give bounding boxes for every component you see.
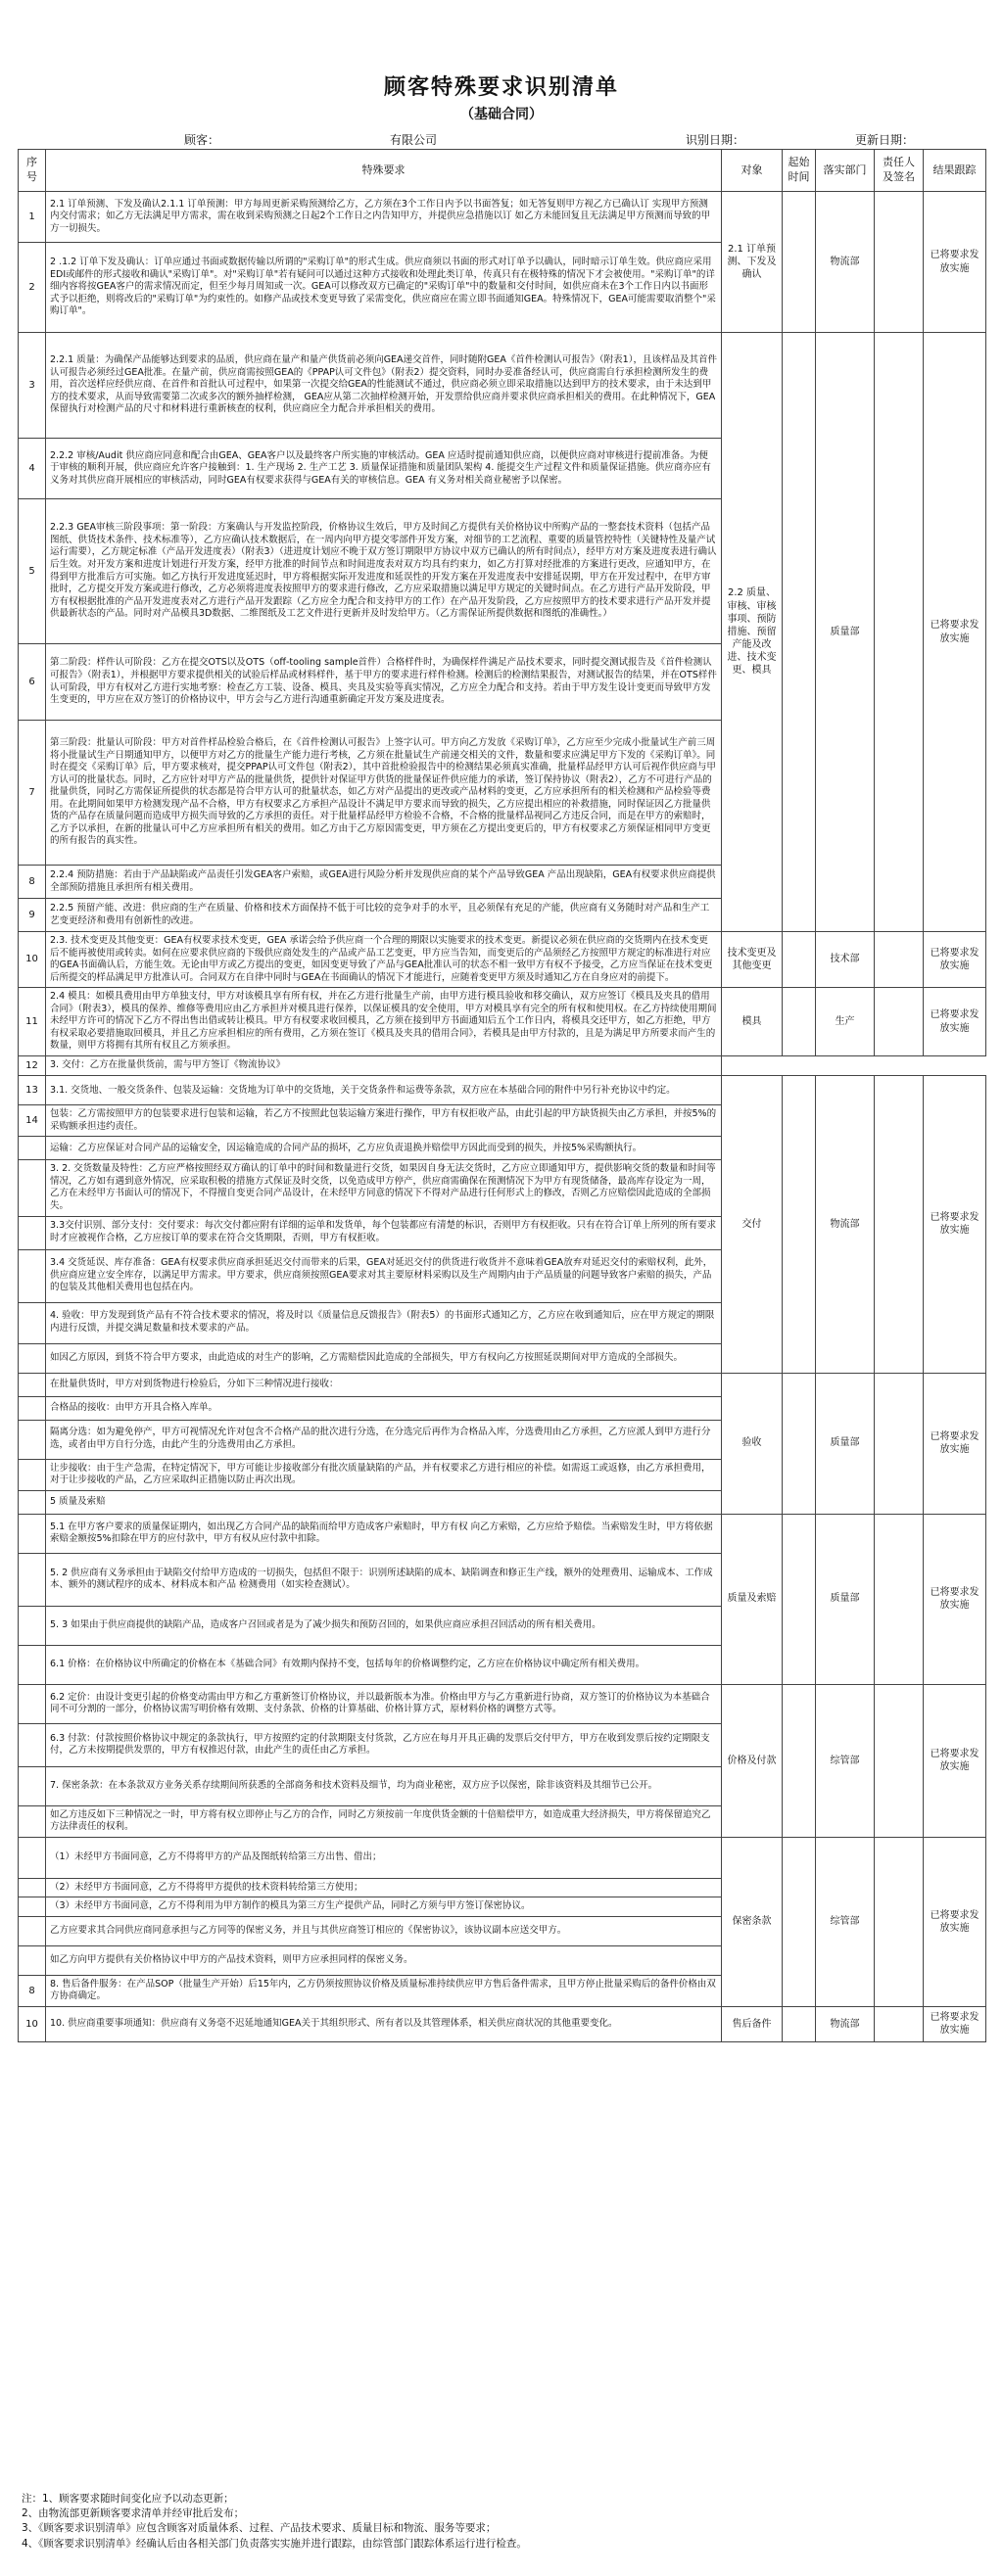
object-cell: 交付 — [722, 1076, 783, 1373]
header-owner: 责任人及签名 — [875, 150, 924, 192]
table-header-row — [19, 150, 986, 192]
table-row — [19, 932, 986, 988]
requirement-text: （2）未经甲方书面同意，乙方不得将甲方提供的技术资料转给第三方使用； — [46, 1878, 722, 1897]
tracking-cell: 已将要求发放实施 — [924, 1684, 986, 1837]
start-time-cell — [783, 333, 816, 932]
requirements-table — [18, 149, 986, 2042]
row-number: 9 — [19, 899, 46, 932]
owner-cell — [875, 1837, 924, 2006]
object-cell: 价格及付款 — [722, 1684, 783, 1837]
tracking-cell: 已将要求发放实施 — [924, 1076, 986, 1373]
department-cell: 物流部 — [816, 1076, 875, 1373]
header-no: 序号 — [19, 150, 46, 192]
row-number — [19, 1945, 46, 1975]
department-cell: 技术部 — [816, 932, 875, 988]
department-cell: 物流部 — [816, 2006, 875, 2041]
notes — [22, 2492, 981, 2552]
requirement-text: 在批量供货时，甲方对到货物进行检验后，分如下三种情况进行接收： — [46, 1373, 722, 1396]
requirement-text: 2.2.1 质量：为确保产品能够达到要求的品质，供应商在量产和量产供货前必须向GEA递交首件，同时随附GEA《首件检测认可报告》（附表1），且该样品及其首件认可报告必须经过GEA批准。在量产前，供应商需按照GEA的《PPAP认可文件包》（附表2）提交资料，同时办妥准备经认可，供应商需自行承担检测所发生的费用，首次送样应经供应商、在首件和首批认可过程中，如果第一次提交给GEA的性能测试不通过，供应商必须立即采取措施以达到甲方的技术要求，由于未达到甲方的技术要求，从而导致需要第二次或多次的额外抽样检测， GEA应从第二次抽样检测开始，开发票给供应商并要求供应商承担相关的费用。在此种情况下，GEA保留执行对检测产品的尺寸和材料进行重新核查的权利，供应商应全力配合并承担相关的费用。 — [46, 333, 722, 439]
row-number — [19, 1459, 46, 1490]
requirement-text: 运输：乙方应保证对合同产品的运输安全，因运输造成的合同产品的损坏，乙方应负责退换并赔偿甲方因此而受到的损失，并按5%采购额执行。 — [46, 1137, 722, 1160]
requirement-text: 隔离分选：如为避免停产，甲方可视情况允许对包含不合格产品的批次进行分选，在分选完后再作为合格品入库，分选费用由乙方承担，乙方应派人到甲方进行分选，或者由甲方自行分选，由此产生的分选费用由乙方承担。 — [46, 1420, 722, 1459]
requirement-text: 7. 保密条款：在本条款双方业务关系存续期间所获悉的全部商务和技术资料及细节，均为商业秘密，双方应予以保密，除非该资料及其细节已公开。 — [46, 1766, 722, 1805]
owner-cell — [875, 988, 924, 1056]
row-number — [19, 1766, 46, 1805]
customer-label: 顾客： — [184, 133, 220, 147]
tracking-cell: 已将要求发放实施 — [924, 1837, 986, 2006]
requirement-text: 2.4 模具：如模具费用由甲方单独支付，甲方对该模具享有所有权，并在乙方进行批量生产前，由甲方进行模具验收和移交确认，双方应签订《模具及夹具的借用合同》（附表3），模具的保养、维修等费用应由乙方承担并对模具进行保养，以保证模具的安全使用，甲方对模具享有完全的所有权和使用权。在乙方持续使用期间未经甲方许可的情况下乙方不得出售出借或转让模具。甲方有权要求收回模具，乙方须在接到甲方书面通知后五个工作日内，将模具交还甲方，如乙方拒绝，甲方有权采取必要措施取回模具，并且乙方应承担相应的所有费用，乙方须在签订《模具及夹具的借用合同》，若模具是由甲方付款的，且是为满足甲方所要求而产生的数量，则甲方将拥有其所有权且乙方须承担。 — [46, 988, 722, 1056]
requirement-text: （3）未经甲方书面同意，乙方不得利用为甲方制作的模具为第三方生产提供产品，同时乙方须与甲方签订保密协议。 — [46, 1897, 722, 1917]
requirement-text: （1）未经甲方书面同意，乙方不得将甲方的产品及图纸转给第三方出售、借出； — [46, 1837, 722, 1878]
tracking-cell: 已将要求发放实施 — [924, 988, 986, 1056]
requirement-text: 4. 验收：甲方发现到货产品有不符合技术要求的情况，将及时以《质量信息反馈报告》（附表5）的书面形式通知乙方，乙方应在收到通知后，应在甲方规定的期限内进行反馈，并提交满足数量和技术要求的产品。 — [46, 1302, 722, 1343]
table-row — [19, 2006, 986, 2041]
start-time-cell — [783, 1684, 816, 1837]
requirement-text: 2.2.4 预防措施：若由于产品缺陷或产品责任引发GEA客户索赔，或GEA进行风险分析并发现供应商的某个产品导致GEA 产品出现缺陷，GEA有权要求供应商提供全部预防措施且承担所有相关费用。 — [46, 866, 722, 899]
requirement-text: 3.4 交货延误、库存准备：GEA有权要求供应商承担延迟交付而带来的后果，GEA对延迟交付的供货进行收货并不意味着GEA放弃对延迟交付的索赔权利，此外，供应商应建立安全库存，以满足甲方需求。甲方要求，供应商须按照GEA要求对其主要原材料采购以及生产周期内由于产品质量的问题导致客户索赔的损失，产品的包装及其他相关费用也包括在内。 — [46, 1249, 722, 1302]
requirement-text: 5.1 在甲方客户要求的质量保证期内，如出现乙方合同产品的缺陷而给甲方造成客户索赔时，甲方有权 向乙方索赔，乙方应给予赔偿。当索赔发生时，甲方将依据索赔金额按5%扣除在甲方的应付款中，甲方有权从应付款中扣除。 — [46, 1514, 722, 1553]
requirement-text: 8. 售后备件服务：在产品SOP（批量生产开始）后15年内，乙方仍须按照协议价格及质量标准持续供应甲方售后备件需求，且甲方停止批量采购后的备件价格由双方协商确定。 — [46, 1975, 722, 2006]
identify-date-label: 识别日期： — [686, 133, 745, 147]
row-number — [19, 1302, 46, 1343]
row-number: 12 — [19, 1056, 46, 1076]
note-line: 3、《顾客要求识别清单》应包含顾客对质量体系、过程、产品技术要求、质量目标和物流、服务等要求； — [22, 2522, 497, 2535]
owner-cell — [875, 1684, 924, 1837]
requirement-text: 让步接收：由于生产急需，在特定情况下，甲方可能让步接收部分有批次质量缺陷的产品，并有权要求乙方进行相应的补偿。如需返工或返修，由乙方承担费用，对于让步接收的产品，乙方应采取纠正措施以防止再次出现。 — [46, 1459, 722, 1490]
tracking-cell: 已将要求发放实施 — [924, 932, 986, 988]
document-meta — [0, 131, 1003, 151]
row-number: 7 — [19, 721, 46, 866]
owner-cell — [875, 333, 924, 932]
row-number — [19, 1606, 46, 1645]
table-row — [19, 192, 986, 243]
note-line: 4、《顾客要求识别清单》经确认后由各相关部门负责落实实施并进行跟踪，由综管部门跟踪体系运行进行检查。 — [22, 2537, 527, 2550]
start-time-cell — [783, 192, 816, 333]
row-number: 10 — [19, 2006, 46, 2041]
department-cell: 生产 — [816, 988, 875, 1056]
department-cell: 质量部 — [816, 1373, 875, 1514]
table-row — [19, 1837, 986, 1878]
object-cell: 模具 — [722, 988, 783, 1056]
requirement-text: 乙方应要求其合同供应商同意承担与乙方同等的保密义务，并且与其供应商签订相应的《保密协议》，该协议副本应送交甲方。 — [46, 1916, 722, 1945]
header-department: 落实部门 — [816, 150, 875, 192]
table-row — [19, 1373, 986, 1396]
row-number: 14 — [19, 1105, 46, 1137]
table-row — [19, 1076, 986, 1105]
row-number — [19, 1373, 46, 1396]
owner-cell — [875, 1514, 924, 1684]
row-number — [19, 1837, 46, 1878]
header-object: 对象 — [722, 150, 783, 192]
requirement-text: 2.2.5 预留产能、改进：供应商的生产在质量、价格和技术方面保持不低于可比较的竞争对手的水平，且必须保有充足的产能，供应商有义务随时对产品和生产工艺变更经济和费用有创新性的改进。 — [46, 899, 722, 932]
row-number: 1 — [19, 192, 46, 243]
object-cell: 2.1 订单预测、下发及确认 — [722, 192, 783, 333]
department-cell: 综管部 — [816, 1684, 875, 1837]
requirement-text: 2.1 订单预测、下发及确认2.1.1 订单预测：甲方每周更新采购预测给乙方，乙方须在3个工作日内予以书面答复；如无答复则甲方视乙方已确认订 实现甲方预测内交付需求；如乙方无法满足甲方需求，需在收到采购预测之日起2个工作日之内告知甲方，并提供应急措施以订 如乙方未能回复且无法满足甲方预测而导致的甲方一切损失。 — [46, 192, 722, 243]
row-number — [19, 1878, 46, 1897]
row-number — [19, 1805, 46, 1837]
requirement-text: 2.2.2 审核/Audit 供应商应同意和配合由GEA、GEA客户以及最终客户所实施的审核活动。GEA 应适时提前通知供应商，以便供应商对审核进行提前准备。为便于审核的顺利开展，供应商应允许客户接触到：1. 生产现场 2. 生产工艺 3. 质量保证措施和质量团队架构 4. 能提交生产过程文件和质量保证措施。供应商亦应有义务对其供应商开展相应的审核活动，同时GEA有权要求获得与GEA有关的审核信息。GEA 有义务对相关商业秘密予以保密。 — [46, 439, 722, 499]
table-row — [19, 1514, 986, 1553]
start-time-cell — [783, 1837, 816, 2006]
row-number: 13 — [19, 1076, 46, 1105]
customer-value: 有限公司 — [390, 133, 438, 147]
tracking-cell: 已将要求发放实施 — [924, 1514, 986, 1684]
note-line: 注：1、顾客要求随时间变化应予以动态更新； — [22, 2493, 234, 2505]
header-start-time: 起始时间 — [783, 150, 816, 192]
table-row — [19, 1684, 986, 1723]
requirement-text: 5 质量及索赔 — [46, 1490, 722, 1514]
requirement-text: 6.3 付款：付款按照价格协议中规定的条款执行，甲方按照约定的付款期限支付货款，乙方应在每月开具正确的发票后交付甲方，甲方在收到发票后按约定期限支付，乙方未按期提供发票的，甲方有权推迟付款，由此产生的责任由乙方承担。 — [46, 1723, 722, 1766]
start-time-cell — [783, 2006, 816, 2041]
start-time-cell — [783, 1076, 816, 1373]
requirement-text: 合格品的接收：由甲方开具合格入库单。 — [46, 1396, 722, 1420]
row-number: 10 — [19, 932, 46, 988]
start-time-cell — [783, 1514, 816, 1684]
department-cell: 质量部 — [816, 1514, 875, 1684]
tracking-cell: 已将要求发放实施 — [924, 192, 986, 333]
row-number — [19, 1684, 46, 1723]
row-number — [19, 1553, 46, 1606]
row-number — [19, 1723, 46, 1766]
object-cell: 验收 — [722, 1373, 783, 1514]
department-cell: 质量部 — [816, 333, 875, 932]
row-number — [19, 1897, 46, 1917]
row-number — [19, 1916, 46, 1945]
table-row — [19, 988, 986, 1056]
object-cell: 质量及索赔 — [722, 1514, 783, 1684]
row-number — [19, 1137, 46, 1160]
row-number — [19, 1343, 46, 1373]
header-requirement: 特殊要求 — [46, 150, 722, 192]
requirement-text: 10. 供应商重要事项通知：供应商有义务毫不迟延地通知GEA关于其组织形式、所有者以及其管理体系，相关供应商状况的其他重要变化。 — [46, 2006, 722, 2041]
row-number — [19, 1420, 46, 1459]
row-number: 8 — [19, 866, 46, 899]
row-number — [19, 1490, 46, 1514]
object-cell: 保密条款 — [722, 1837, 783, 2006]
row-number: 8 — [19, 1975, 46, 2006]
department-cell: 物流部 — [816, 192, 875, 333]
start-time-cell — [783, 1373, 816, 1514]
start-time-cell — [783, 932, 816, 988]
object-cell: 2.2 质量、审核、审核事项、预防措施、预留产能及改进、技术变更、模具 — [722, 333, 783, 932]
row-number: 5 — [19, 499, 46, 644]
owner-cell — [875, 1076, 924, 1373]
table-row — [19, 1056, 986, 1076]
start-time-cell — [783, 988, 816, 1056]
table-body — [19, 192, 986, 2042]
department-cell: 综管部 — [816, 1837, 875, 2006]
owner-cell — [875, 2006, 924, 2041]
requirement-text: 2.2.3 GEA审核三阶段事项：第一阶段：方案确认与开发监控阶段，价格协议生效后，甲方及时间乙方提供有关价格协议中所购产品的一整套技术资料（包括产品图纸、供货技术条件、技术标准等），乙方应确认技术数据后，在一周内向甲方提交零部件开发方案，对细节的工艺流程、重要的质量管控特性（关键特性及量产试运行需要），乙方规定标准（产品开发进度表）（附表3）（进进度计划应不晚于双方签订期限甲方协议中双方已确认的所有时间点），经甲方对方案及进度表进行确认后生效。对开发方案和进度计划进行开发方案，经甲方批准的时间节点和时间进度表对双方均具有约束力，如乙方打算对经批准的方案进行更改，应通知甲方，在得到甲方批准后方可实施。如乙方执行开发进度延迟时，甲方将根据实际开发进度和延误性的开发方案在开发进度表中安排延误期，甲方在开发过程中，在甲方审批时，乙方提交开发方案或进行修改，乙方必须将进度表按照甲方的要求进行修改，乙方应采取措施以满足甲方规定的关键时间点。在乙方进行产品开发阶段，甲方有权根据批准的产品开发进度表对乙方进行产品开发跟踪（乙方应全力配合和支持甲方的工作）在产品开发阶段，乙方应按照甲方的技术要求进行产品开发并提供最新状态的产品。同时对产品模具3D数据、二维图纸及工艺文件进行更新并及时发给甲方。（乙方需保证所提供数据和图纸的准确性。） — [46, 499, 722, 644]
requirement-text: 2.3. 技术变更及其他变更：GEA有权要求技术变更，GEA 承诺会给予供应商一个合理的期限以实施要求的技术变更。新提议必须在供应商的交货期内在技术变更后不能再被使用或转卖。如何在应要求供应商的下级供应商处发生的产品或产品工艺变更，甲方应当告知，而变更后的产品须经乙方按照甲方规定的标准进行对应的GEA书面确认后，方能生效。无论由甲方或乙方提出的变更，如因变更导致了产品与GEA批准认可的状态不相一致甲方有权不予接受，乙方应当保证在技术变更后所提交的样品满足甲方批准认可。合同双方在自律中同时与GEA在书面确认的情况下才能进行，应随着变更甲方须及时通知乙方在自身应对的前提下。 — [46, 932, 722, 988]
requirement-text: 5. 3 如果由于供应商提供的缺陷产品，造成客户召回或者是为了减少损失和预防召回的，如果供应商应承担召回活动的所有相关费用。 — [46, 1606, 722, 1645]
header-tracking: 结果跟踪 — [924, 150, 986, 192]
requirement-text: 第三阶段：批量认可阶段：甲方对首件样品检验合格后，在《首件检测认可报告》上签字认可。甲方向乙方发放《采购订单》，乙方应至少完成小批量试生产前三周将小批量试生产日期通知甲方，以便甲方对乙方的批量生产能力进行考核，乙方须在批量试生产前递交相关的文件，数量和要求应满足甲方下发的《采购订单》。同时在提交《采购订单》后，甲方要求核对，提交PPAP认可文件包（附表2），其中首批检验报告中的检测结果必须真实准确，批量样品经甲方认可后视作供应商与甲方认可的批量状态。同时，乙方应针对甲方产品的批量供货，提供针对保证甲方供货的批量保证件供应能力的承诺，签订保持协议（附表2），乙方不可进行产品的批量供货，同时乙方需保证所提供的状态都是符合甲方认可的批量状态，如乙方对产品提出的更改或产品材料的变更，乙方应承担所有的相关检测和产品检验等费用。在此期间如果甲方检测发现产品不合格，甲方有权要求乙方承担产品设计不满足甲方要求而导致的损失，乙方应提出相应的补救措施，同时保证因乙方批量供货的产品存在质量问题而造成甲方损失而导致的乙方承担的责任。对于批量样品经甲方检验不合格，不合格的批量样品视同乙方违反合同，而是在甲方的索赔时，乙方予以承担，在新的批量认可中乙方应承担所有相关的费用。如乙方由于乙方原因需变更，甲方须在乙方提出变更后的，甲方有权要求乙方须保证相同甲方变更的所有报告的真实性。 — [46, 721, 722, 866]
owner-cell — [875, 1373, 924, 1514]
table-row — [19, 333, 986, 439]
tracking-cell: 已将要求发放实施 — [924, 2006, 986, 2041]
document-title: 顾客特殊要求识别清单 — [383, 75, 619, 100]
row-number: 3 — [19, 333, 46, 439]
requirement-text: 3. 交付：乙方在批量供货前，需与甲方签订《物流协议》 — [46, 1056, 722, 1076]
requirement-text: 如乙方向甲方提供有关价格协议中甲方的产品技术资料，则甲方应承担同样的保密义务。 — [46, 1945, 722, 1975]
tracking-cell: 已将要求发放实施 — [924, 1373, 986, 1514]
requirement-text: 2 .1.2 订单下发及确认：订单应通过书面或数据传输以所谓的"采购订单"的形式生成。供应商须以书面的形式对订单予以确认，同时暗示订单生效。供应商应采用EDI或邮件的形式接收和确认"采购订单"。对"采购订单"若有疑问可以通过这种方式接收和处理此类订单，传真只有在极特殊的情况下才会被使用。"采购订单"的详细内容将按GEA客户的需求情况而定，但至少每月周知或一次。GEA可以修改双方已确定的"采购订单"中的数量和交付时间，如供应商未在3个工作日内以书面形式予以拒绝，则将改后的"采购订单"为约束性的。如修产品或技术变更导致了采需变化，供应商应在需立即书面通知GEA。特殊情况下，GEA可能需要取消整个"采购订单"。 — [46, 243, 722, 333]
row-number: 2 — [19, 243, 46, 333]
row-number — [19, 1160, 46, 1216]
note-line: 2、由物流部更新顾客要求清单并经审批后发布； — [22, 2507, 245, 2520]
update-date-label: 更新日期： — [855, 133, 915, 147]
requirement-text: 3. 2. 交货数量及特性：乙方应严格按照经双方确认的订单中的时间和数量进行交货，如果因自身无法交货时，乙方应立即通知甲方，提供影响交货的数量和时间等情况，乙方如有遇到意外情况，应采取积极的措施方式保证及时交货，以免造成甲方停产，供应商需确保在预测情况下为甲方有现货储备，最高库存设定为一周，乙方在未经甲方书面认可的情况下，不得擅自变更合同产品设计，在未经甲方同意的情况下不得对产品进行任何形式上的修改，否则乙方应赔偿因此造成的全部损失。 — [46, 1160, 722, 1216]
row-number: 11 — [19, 988, 46, 1056]
requirement-text: 如因乙方原因，到货不符合甲方要求，由此造成的对生产的影响，乙方需赔偿因此造成的全部损失，甲方有权向乙方按照延误期间对甲方造成的全部损失。 — [46, 1343, 722, 1373]
owner-cell — [875, 192, 924, 333]
owner-cell — [875, 932, 924, 988]
row-number — [19, 1645, 46, 1684]
requirement-text: 3.1. 交货地、一般交货条件、包装及运输：交货地为订单中的交货地，关于交货条件和运费等条款，双方应在本基础合同的附件中另行补充协议中约定。 — [46, 1076, 722, 1105]
requirement-text: 3.3交付识别、部分支付：交付要求：每次交付都应附有详细的运单和发货单，每个包装都应有清楚的标识，否则甲方有权拒收。只有在符合订单上所列的所有要求时才应被视作合格，乙方应按订单的要求在符合交货期限，否则，甲方有权拒收。 — [46, 1216, 722, 1249]
row-number — [19, 1514, 46, 1553]
row-number — [19, 1396, 46, 1420]
row-number — [19, 1216, 46, 1249]
requirement-text: 6.1 价格：在价格协议中所确定的价格在本《基础合同》有效期内保持不变，包括每年的价格调整约定，乙方应在价格协议中确定所有相关费用。 — [46, 1645, 722, 1684]
requirement-text: 如乙方违反如下三种情况之一时，甲方将有权立即停止与乙方的合作，同时乙方须按前一年度供货金额的十倍赔偿甲方，如造成重大经济损失，甲方将保留追究乙方法律责任的权利。 — [46, 1805, 722, 1837]
requirement-text: 第二阶段：样件认可阶段：乙方在提交OTS以及OTS（off-tooling sample首件）合格样件时，为确保样件满足产品技术要求，同时提交测试报告及《首件检测认可报告》（附表1），并根据甲方要求提供相关的试验后样品或材料样件，基于甲方的要求进行样件检测。检测后的检测结果报告，对测试报告的结果，并在OTS样件认可阶段，甲方有权对乙方进行实地考察：检查乙方工装、设备、模具、夹具及实验等真实情况，乙方应全力配合和支持。若由于甲方发生设计变更而导致甲方发生变更的，甲方应在双方签订的价格协议中，甲方会与乙方进行沟通重新确定开发方案及进度表。 — [46, 644, 722, 721]
row-number: 6 — [19, 644, 46, 721]
object-cell: 售后备件 — [722, 2006, 783, 2041]
document-subtitle: （基础合同） — [460, 107, 543, 122]
row-number: 4 — [19, 439, 46, 499]
requirement-text: 6.2 定价：由设计变更引起的价格变动需由甲方和乙方重新签订价格协议，并以最新版本为准。价格由甲方与乙方重新进行协商，双方签订的价格协议为本基础合同不可分割的一部分，价格协议需写明价格有效期、支付条款、价格的计算基础、价格计算方式，原材料价格的调整方式等。 — [46, 1684, 722, 1723]
row-number — [19, 1249, 46, 1302]
object-cell: 技术变更及其他变更 — [722, 932, 783, 988]
tracking-cell: 已将要求发放实施 — [924, 333, 986, 932]
requirement-text: 5. 2 供应商有义务承担由于缺陷交付给甲方造成的一切损失，包括但不限于：识别所述缺陷的成本、缺陷调查和修正生产线，额外的处理费用、运输成本、工作成本、额外的测试程序的成本、材料成本和产品 检测费用（如实检查测试）。 — [46, 1553, 722, 1606]
requirement-text: 包装：乙方需按照甲方的包装要求进行包装和运输，若乙方不按照此包装运输方案进行操作，甲方有权拒收产品，由此引起的甲方缺货损失由乙方承担，并按5%的采购额承担违约责任。 — [46, 1105, 722, 1137]
